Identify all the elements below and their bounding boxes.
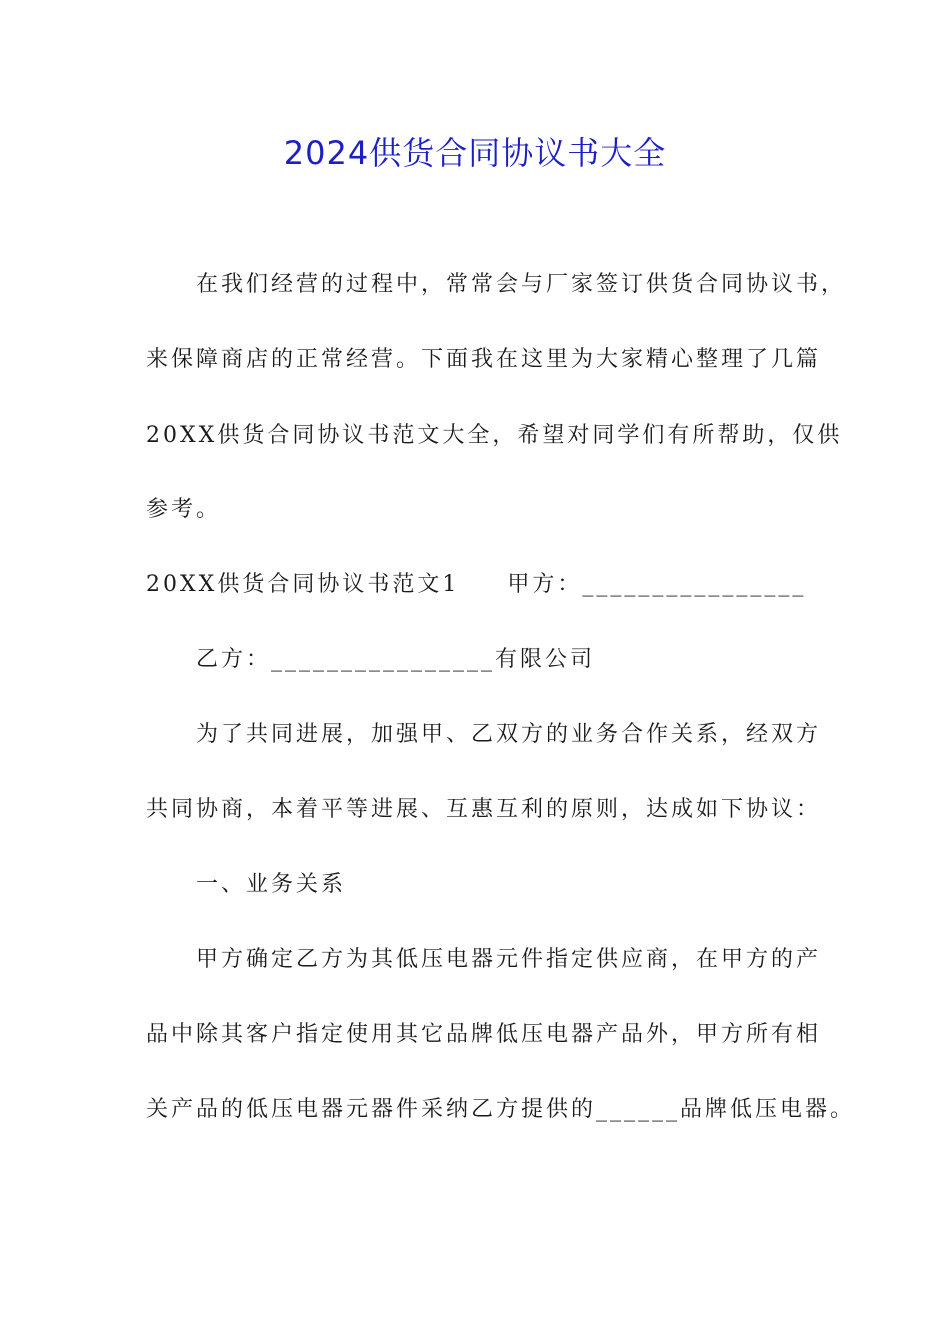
party-a-field: 甲方：________________ xyxy=(507,572,807,597)
section-heading: 一、业务关系 xyxy=(196,872,347,897)
paragraph-line: 关产品的低压电器元器件采纳乙方提供的______品牌低压电器。 xyxy=(146,1097,856,1122)
document-title: 2024供货合同协议书大全 xyxy=(283,134,667,172)
paragraph-line: 在我们经营的过程中，常常会与厂家签订供货合同协议书， xyxy=(196,272,847,297)
paragraph-line: 20XX供货合同协议书范文大全，希望对同学们有所帮助，仅供 xyxy=(146,423,843,448)
party-b-field: 乙方：________________有限公司 xyxy=(196,647,596,672)
paragraph-line: 甲方确定乙方为其低压电器元件指定供应商，在甲方的产 xyxy=(196,947,822,972)
paragraph-line: 来保障商店的正常经营。下面我在这里为大家精心整理了几篇 xyxy=(146,347,822,372)
paragraph-line: 品中除其客户指定使用其它品牌低压电器产品外，甲方所有相 xyxy=(146,1022,822,1047)
paragraph-line: 为了共同进展，加强甲、乙双方的业务合作关系，经双方 xyxy=(196,722,822,747)
sample-heading-line xyxy=(146,565,806,605)
paragraph-line: 共同协商，本着平等进展、互惠互利的原则，达成如下协议： xyxy=(146,797,822,822)
paragraph-line: 参考。 xyxy=(146,497,222,522)
sample-heading: 20XX供货合同协议书范文1 xyxy=(146,572,460,597)
